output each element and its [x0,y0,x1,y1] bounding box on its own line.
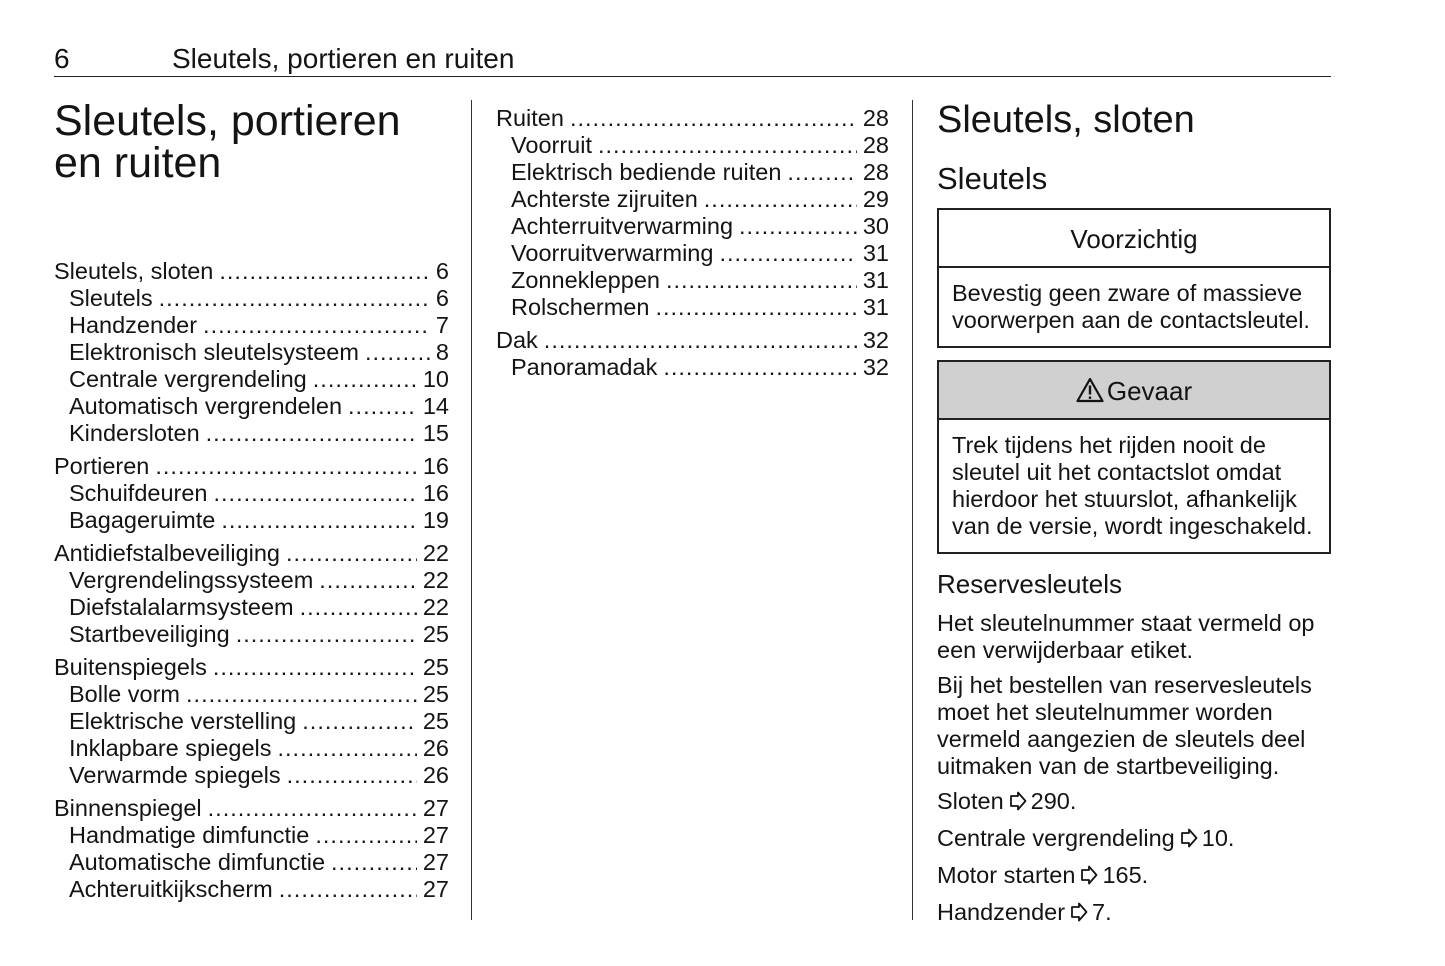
reference-label: Motor starten [937,862,1076,888]
dot-leader [666,267,857,294]
toc-entry-title: Startbeveiliging [69,621,230,647]
toc-entry-title: Rolschermen [511,294,650,320]
toc-entry-title: Bagageruimte [69,507,216,533]
danger-header [939,362,1329,420]
toc-entry-title: Bolle vorm [69,681,181,707]
toc-entry[interactable] [54,708,449,735]
toc-entry[interactable] [496,159,889,186]
cross-reference[interactable] [937,788,1331,817]
dot-leader [203,312,430,339]
toc-section [54,453,449,534]
toc-page-number: 25 [422,621,449,647]
toc-entry-title: Automatische dimfunctie [69,849,326,875]
caution-text: Bevestig geen zware of massieve voorwerpen aan de contactsleutel. [952,280,1310,333]
toc-entry-title: Sleutels, sloten [54,258,214,284]
toc-page-number: 25 [422,654,449,680]
spare-keys-heading: Reservesleutels [937,569,1122,599]
section-title: Sleutels, sloten [937,99,1195,141]
toc-entry[interactable] [496,132,889,159]
table-of-contents [54,258,449,909]
toc-page-number: 32 [862,354,889,380]
toc-page-number: 31 [862,294,889,320]
dot-leader [544,327,857,354]
toc-entry-title: Schuifdeuren [69,480,208,506]
toc-column-left [54,97,449,902]
toc-section [54,795,449,903]
toc-page-number: 22 [422,540,449,566]
dot-leader [279,876,417,903]
toc-page-number: 10 [422,366,449,392]
toc-page-number: 28 [862,105,889,131]
reference-label: Centrale vergrendeling [937,825,1175,851]
page-reference-arrow-icon [1009,790,1027,817]
toc-page-number: 22 [422,567,449,593]
reference-label: Handzender [937,899,1066,925]
reference-page: 290. [1030,788,1077,814]
toc-page-number: 6 [435,258,449,284]
toc-entry[interactable] [54,312,449,339]
dot-leader [213,654,417,681]
toc-section-entry[interactable] [496,105,889,132]
toc-entry-title: Handzender [69,312,198,338]
toc-page-number: 19 [422,507,449,533]
dot-leader [208,795,417,822]
dot-leader [598,132,857,159]
page-number: 6 [54,43,70,74]
dot-leader [221,507,417,534]
toc-page-number: 22 [422,594,449,620]
toc-page-number: 31 [862,240,889,266]
toc-entry-title: Achteruitkijkscherm [69,876,273,902]
toc-page-number: 14 [422,393,449,419]
dot-leader [286,540,417,567]
toc-entry[interactable] [496,294,889,321]
dot-leader [278,735,417,762]
toc-entry[interactable] [54,285,449,312]
dot-leader [206,420,417,447]
cross-reference[interactable] [937,899,1331,928]
paragraph: Het sleutelnummer staat vermeld op een verwijderbaar etiket. [937,610,1315,663]
column-divider [912,100,913,920]
dot-leader [313,366,417,393]
dot-leader [663,354,857,381]
toc-entry-title: Portieren [54,453,150,479]
toc-page-number: 25 [422,708,449,734]
cross-references [937,788,1331,928]
dot-leader [315,822,417,849]
toc-page-number: 7 [435,312,449,338]
toc-entry-title: Achterste zijruiten [511,186,698,212]
toc-entry[interactable] [54,849,449,876]
toc-entry[interactable] [496,354,889,381]
danger-box [937,360,1331,554]
dot-leader [787,159,856,186]
page-reference-arrow-icon [1080,864,1098,891]
toc-entry[interactable] [54,339,449,366]
dot-leader [348,393,417,420]
danger-title: Gevaar [1106,376,1193,406]
toc-entry-title: Handmatige dimfunctie [69,822,310,848]
reference-page: 10. [1201,825,1235,851]
reference-page: 165. [1102,862,1149,888]
dot-leader [300,594,417,621]
reference-label: Sloten [937,788,1004,814]
toc-section-entry[interactable] [54,453,449,480]
warning-triangle-icon [1076,365,1104,423]
toc-entry[interactable] [496,186,889,213]
toc-entry[interactable] [54,480,449,507]
toc-page-number: 27 [422,849,449,875]
paragraph: Bij het bestellen van reservesleutels moet het sleutelnummer worden vermeld aangezien de sleutels deel uitmaken van de startbeveiliging. [937,672,1312,779]
page-header [54,40,1331,77]
toc-page-number: 27 [422,876,449,902]
toc-entry[interactable] [54,681,449,708]
toc-entry[interactable] [54,621,449,648]
dot-leader [186,681,417,708]
toc-entry[interactable] [54,366,449,393]
toc-entry-title: Elektronisch sleutelsysteem [69,339,359,365]
toc-entry[interactable] [54,507,449,534]
toc-entry[interactable] [54,567,449,594]
toc-entry-title: Dak [496,327,538,353]
danger-text: Trek tijdens het rijden nooit de sleutel uit het contactslot omdat hierdoor het stuurslot, afhankelijk van de versie, wordt ingeschakeld. [952,432,1313,539]
toc-entry[interactable] [496,213,889,240]
toc-entry-title: Elektrische verstelling [69,708,297,734]
toc-page-number: 26 [422,762,449,788]
reference-page: 7. [1092,899,1112,925]
toc-entry[interactable] [54,762,449,789]
toc-entry[interactable] [496,240,889,267]
dot-leader [719,240,856,267]
page-reference-arrow-icon [1180,827,1198,854]
dot-leader [159,285,430,312]
toc-entry-title: Antidiefstalbeveiliging [54,540,281,566]
toc-entry-title: Ruiten [496,105,564,131]
toc-entry-title: Elektrisch bediende ruiten [511,159,782,185]
toc-entry[interactable] [54,393,449,420]
toc-entry[interactable] [54,876,449,903]
toc-page-number: 31 [862,267,889,293]
column-divider [471,100,472,920]
toc-entry[interactable] [54,735,449,762]
dot-leader [287,762,417,789]
toc-page-number: 26 [422,735,449,761]
toc-section-entry[interactable] [54,258,449,285]
toc-entry-title: Panoramadak [511,354,658,380]
dot-leader [214,480,417,507]
toc-page-number: 6 [435,285,449,311]
dot-leader [155,453,417,480]
toc-section [54,654,449,789]
toc-entry-title: Automatisch vergrendelen [69,393,343,419]
running-title: Sleutels, portieren en ruiten [172,43,515,74]
toc-section [496,327,889,381]
toc-section [54,540,449,648]
toc-entry-title: Kindersloten [69,420,200,446]
toc-entry-title: Centrale vergrendeling [69,366,307,392]
toc-entry-title: Zonnekleppen [511,267,660,293]
toc-entry-title: Inklapbare spiegels [69,735,272,761]
toc-entry[interactable] [54,822,449,849]
dot-leader [319,567,417,594]
toc-section-entry[interactable] [496,327,889,354]
toc-section-entry[interactable] [54,654,449,681]
toc-page-number: 16 [422,453,449,479]
toc-page-number: 32 [862,327,889,353]
toc-entry-title: Buitenspiegels [54,654,207,680]
table-of-contents-continued [496,105,889,387]
dot-leader [570,105,857,132]
dot-leader [331,849,417,876]
toc-page-number: 30 [862,213,889,239]
dot-leader [219,258,430,285]
toc-entry-title: Diefstalalarmsysteem [69,594,294,620]
toc-entry-title: Verwarmde spiegels [69,762,281,788]
subsection-title: Sleutels [937,161,1048,196]
toc-page-number: 8 [435,339,449,365]
toc-section [496,105,889,321]
toc-page-number: 28 [862,159,889,185]
toc-entry-title: Voorruit [511,132,592,158]
toc-entry-title: Voorruitverwarming [511,240,714,266]
toc-section [54,258,449,447]
toc-section-entry[interactable] [54,540,449,567]
caution-title: Voorzichtig [939,210,1329,268]
toc-entry[interactable] [54,594,449,621]
content-column [937,100,1331,928]
toc-section-entry[interactable] [54,795,449,822]
caution-box [937,208,1331,348]
dot-leader [704,186,857,213]
toc-page-number: 25 [422,681,449,707]
dot-leader [302,708,417,735]
toc-entry-title: Achterruitverwarming [511,213,734,239]
toc-page-number: 27 [422,822,449,848]
toc-entry[interactable] [496,267,889,294]
chapter-title: Sleutels, portieren en ruiten [54,97,401,187]
page-reference-arrow-icon [1070,901,1088,928]
toc-entry-title: Vergrendelingssysteem [69,567,314,593]
toc-entry-title: Binnenspiegel [54,795,202,821]
toc-page-number: 29 [862,186,889,212]
dot-leader [365,339,430,366]
cross-reference[interactable] [937,825,1331,854]
dot-leader [236,621,417,648]
cross-reference[interactable] [937,862,1331,891]
toc-page-number: 28 [862,132,889,158]
dot-leader [655,294,856,321]
toc-page-number: 15 [422,420,449,446]
toc-entry-title: Sleutels [69,285,153,311]
toc-page-number: 27 [422,795,449,821]
dot-leader [739,213,857,240]
toc-entry[interactable] [54,420,449,447]
toc-page-number: 16 [422,480,449,506]
